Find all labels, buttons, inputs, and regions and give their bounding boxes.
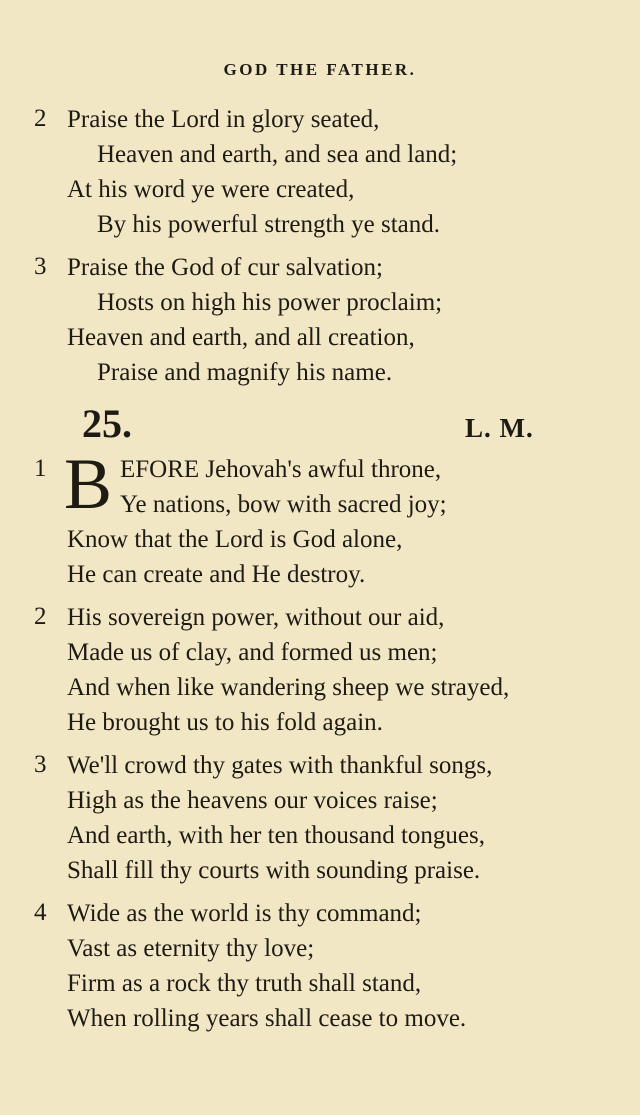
verse-line: His sovereign power, without our aid, (67, 604, 445, 631)
verse-line: And when like wandering sheep we strayed, (67, 674, 510, 701)
verse-line: Shall fill thy courts with sounding praise. (67, 857, 481, 884)
verse-line: EFORE Jehovah's awful throne, (120, 456, 442, 483)
verse-line: He brought us to his fold again. (67, 709, 383, 736)
verse-line: Made us of clay, and formed us men; (67, 639, 438, 666)
hymn-meter: L. M. (465, 413, 534, 443)
verse-line: And earth, with her ten thousand tongues, (67, 822, 485, 849)
verse-line: High as the heavens our voices raise; (67, 787, 438, 814)
stanza-number: 3 (34, 751, 47, 778)
stanza-number: 2 (34, 105, 47, 132)
verse-line: By his powerful strength ye stand. (97, 211, 441, 238)
verse-line: He can create and He destroy. (67, 561, 366, 588)
stanza-number: 4 (34, 899, 47, 926)
verse-line: We'll crowd thy gates with thankful songs, (67, 752, 493, 779)
verse-line: Praise the God of cur salvation; (67, 254, 383, 281)
verse-line: Ye nations, bow with sacred joy; (120, 491, 447, 518)
stanza-number: 3 (34, 253, 47, 280)
drop-cap: B (64, 444, 113, 524)
verse-line: Hosts on high his power proclaim; (97, 289, 443, 316)
verse-line: At his word ye were created, (67, 176, 355, 203)
verse-line: Wide as the world is thy command; (67, 900, 422, 927)
verse-line: Praise and magnify his name. (97, 359, 393, 386)
verse-line: Heaven and earth, and sea and land; (97, 141, 458, 168)
stanza-number: 2 (34, 603, 47, 630)
verse-line: When rolling years shall cease to move. (67, 1005, 467, 1032)
running-header: GOD THE FATHER. (223, 60, 417, 79)
verse-line: Heaven and earth, and all creation, (67, 324, 415, 351)
verse-line: Praise the Lord in glory seated, (67, 106, 380, 133)
verse-line: Firm as a rock thy truth shall stand, (67, 970, 422, 997)
verse-line: Vast as eternity thy love; (67, 935, 315, 962)
hymn-number: 25. (82, 401, 132, 446)
verse-line: Know that the Lord is God alone, (67, 526, 403, 553)
stanza-number: 1 (34, 455, 47, 482)
